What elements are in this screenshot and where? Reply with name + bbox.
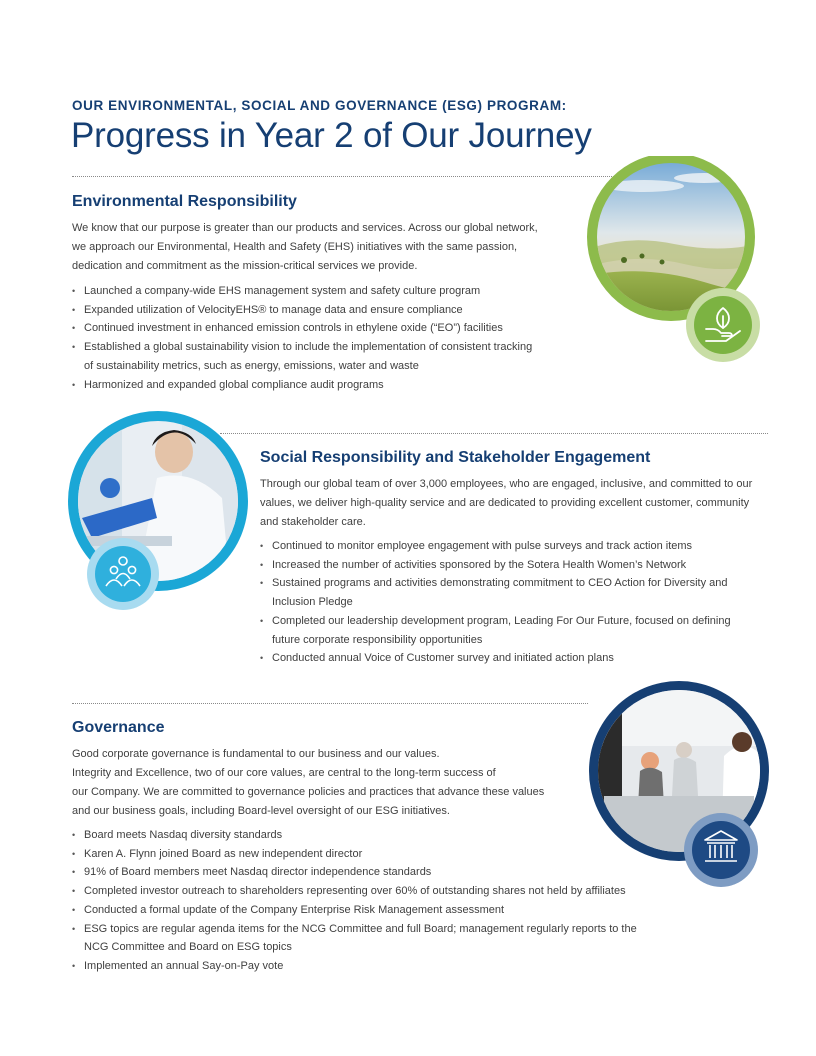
- text-line: ESG topics are regular agenda items for the NCG Committee and full Board; management regularly reports to the: [84, 922, 637, 935]
- list-item: [72, 282, 582, 301]
- text-line: Continued to monitor employee engagement with pulse surveys and track action items: [272, 540, 693, 552]
- text-line: Increased the number of activities sponsored by the Sotera Health Women’s Network: [272, 558, 687, 571]
- social-heading: Social Responsibility and Stakeholder Engagement: [260, 449, 651, 466]
- text-line: Board meets Nasdaq diversity standards: [84, 829, 283, 841]
- text-line: Through our global team of over 3,000 employees, who are engaged, inclusive, and committed to our: [260, 478, 753, 490]
- list-item: [260, 649, 775, 668]
- list-item: [72, 376, 582, 395]
- list-item: [260, 574, 775, 611]
- text-line: Integrity and Excellence, two of our core values, are central to the long-term success of: [72, 767, 496, 779]
- text-line: Completed investor outreach to shareholders representing over 60% of outstanding shares not held by affiliates: [84, 885, 626, 898]
- text-line: 91% of Board members meet Nasdaq director independence standards: [84, 866, 432, 879]
- social-bullet-list: [260, 537, 775, 668]
- divider: [72, 703, 588, 704]
- text-line: Expanded utilization of VelocityEHS® to manage data and ensure compliance: [84, 303, 463, 316]
- text-line: our Company. We are committed to governance policies and practices that advance these values: [72, 786, 545, 798]
- text-line: We know that our purpose is greater than our products and services. Across our global network,: [72, 222, 538, 234]
- section-kicker: OUR ENVIRONMENTAL, SOCIAL AND GOVERNANCE (ESG) PROGRAM:: [72, 98, 567, 113]
- text-line: NCG Committee and Board on ESG topics: [84, 941, 292, 954]
- list-item: [260, 556, 775, 575]
- text-line: Conducted a formal update of the Company Enterprise Risk Management assessment: [84, 903, 505, 916]
- list-item: [72, 826, 712, 845]
- text-line: Established a global sustainability vision to include the implementation of consistent tracking: [84, 341, 533, 354]
- environmental-heading: Environmental Responsibility: [72, 193, 297, 210]
- text-line: of sustainability metrics, such as energy, emissions, water and waste: [84, 359, 419, 372]
- text-line: Karen A. Flynn joined Board as new independent director: [84, 847, 363, 860]
- text-line: Continued investment in enhanced emission controls in ethylene oxide (“EO”) facilities: [84, 322, 503, 335]
- list-item: [72, 338, 582, 375]
- text-line: Launched a company-wide EHS management system and safety culture program: [84, 285, 481, 297]
- lab-scientist-photo: [62, 408, 262, 618]
- page-title: Progress in Year 2 of Our Journey: [71, 116, 592, 155]
- list-item: [72, 845, 712, 864]
- text-line: and our business goals, including Board-level oversight of our ESG initiatives.: [72, 805, 450, 817]
- governance-bullet-list: [72, 826, 712, 976]
- text-line: values, we deliver high-quality service and are dedicated to providing excellent customer, community: [260, 497, 750, 509]
- environmental-paragraph: [72, 219, 572, 276]
- social-paragraph: [260, 475, 775, 532]
- list-item: [72, 319, 582, 338]
- divider: [72, 176, 628, 177]
- list-item: [260, 537, 775, 556]
- governance-heading: Governance: [72, 719, 165, 736]
- divider: [220, 433, 768, 434]
- text-line: future corporate responsibility opportunities: [272, 633, 483, 646]
- text-line: Good corporate governance is fundamental to our business and our values.: [72, 748, 440, 760]
- list-item: [260, 612, 775, 649]
- text-line: we approach our Environmental, Health and Safety (EHS) initiatives with the same passion,: [72, 241, 518, 253]
- governance-paragraph: [72, 745, 582, 821]
- list-item: [72, 863, 712, 882]
- landscape-photo: [584, 156, 774, 366]
- list-item: [72, 301, 582, 320]
- environmental-bullet-list: [72, 282, 582, 394]
- text-line: Harmonized and expanded global compliance audit programs: [84, 378, 384, 391]
- text-line: Inclusion Pledge: [272, 596, 353, 609]
- text-line: Sustained programs and activities demonstrating commitment to CEO Action for Diversity and: [272, 577, 728, 590]
- list-item: [72, 901, 712, 920]
- list-item: [72, 882, 712, 901]
- text-line: Conducted annual Voice of Customer survey and initiated action plans: [272, 652, 614, 665]
- list-item: [72, 920, 712, 957]
- text-line: and stakeholder care.: [260, 516, 366, 528]
- text-line: dedication and commitment as the mission-critical services we provide.: [72, 260, 418, 272]
- list-item: [72, 957, 712, 976]
- text-line: Completed our leadership development program, Leading For Our Future, focused on defining: [272, 614, 731, 627]
- text-line: Implemented an annual Say-on-Pay vote: [84, 959, 284, 972]
